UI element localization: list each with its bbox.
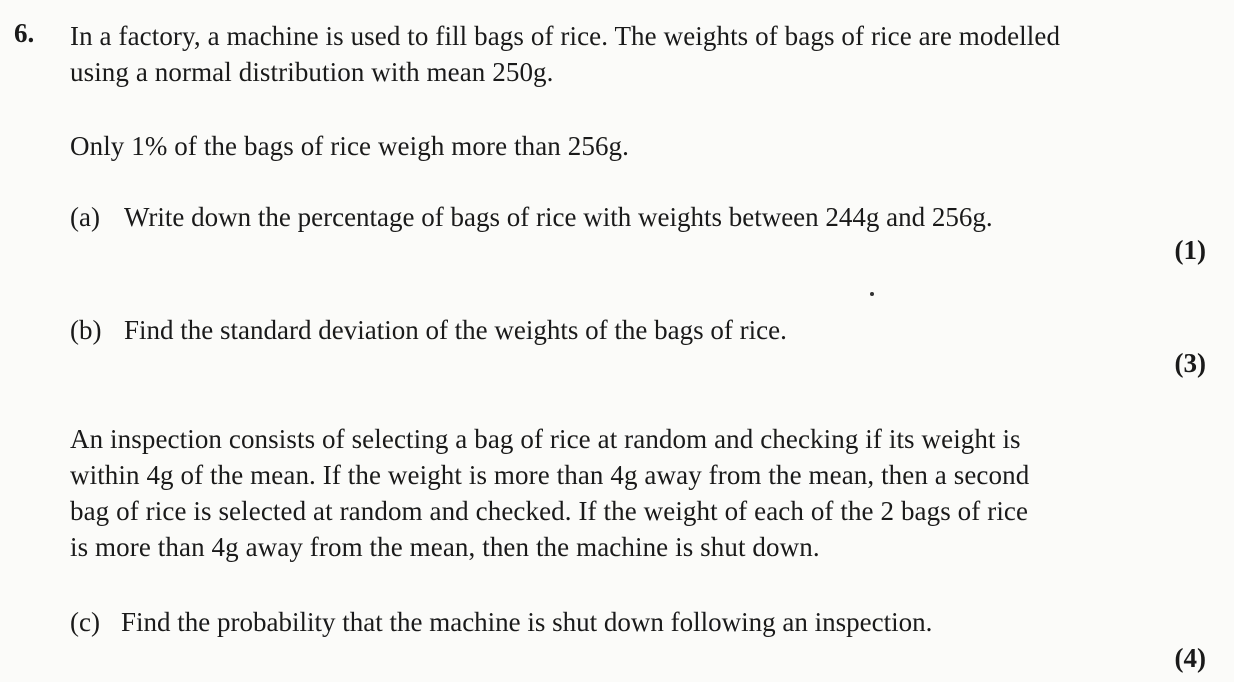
inspection-paragraph (70, 421, 1029, 565)
inspection-line: An inspection consists of selecting a bag of rice at random and checking if its weight is (70, 424, 1021, 454)
part-a-label: (a) (70, 202, 100, 232)
part-b-marks: (3) (1174, 348, 1206, 378)
inspection-line: within 4g of the mean. If the weight is more than 4g away from the mean, then a second (70, 460, 1030, 490)
part-a-text: Write down the percentage of bags of rice with weights between 244g and 256g. (124, 202, 993, 232)
part-a-marks: (1) (1174, 235, 1206, 265)
stem-line: In a factory, a machine is used to fill bags of rice. The weights of bags of rice are modelled (70, 21, 1061, 51)
given-statement: Only 1% of the bags of rice weigh more than 256g. (70, 131, 630, 161)
stray-mark (870, 292, 874, 296)
part-c-text: Find the probability that the machine is shut down following an inspection. (121, 607, 933, 637)
part-c-marks: (4) (1174, 643, 1206, 673)
question-number: 6. (14, 18, 35, 48)
part-b-label: (b) (70, 315, 102, 345)
inspection-line: is more than 4g away from the mean, then the machine is shut down. (70, 532, 820, 562)
stem-line: using a normal distribution with mean 250g. (70, 57, 554, 87)
part-b-text: Find the standard deviation of the weights of the bags of rice. (124, 315, 787, 345)
question-stem (70, 18, 1060, 90)
inspection-line: bag of rice is selected at random and checked. If the weight of each of the 2 bags of rice (70, 496, 1029, 526)
part-c-label: (c) (70, 607, 100, 637)
